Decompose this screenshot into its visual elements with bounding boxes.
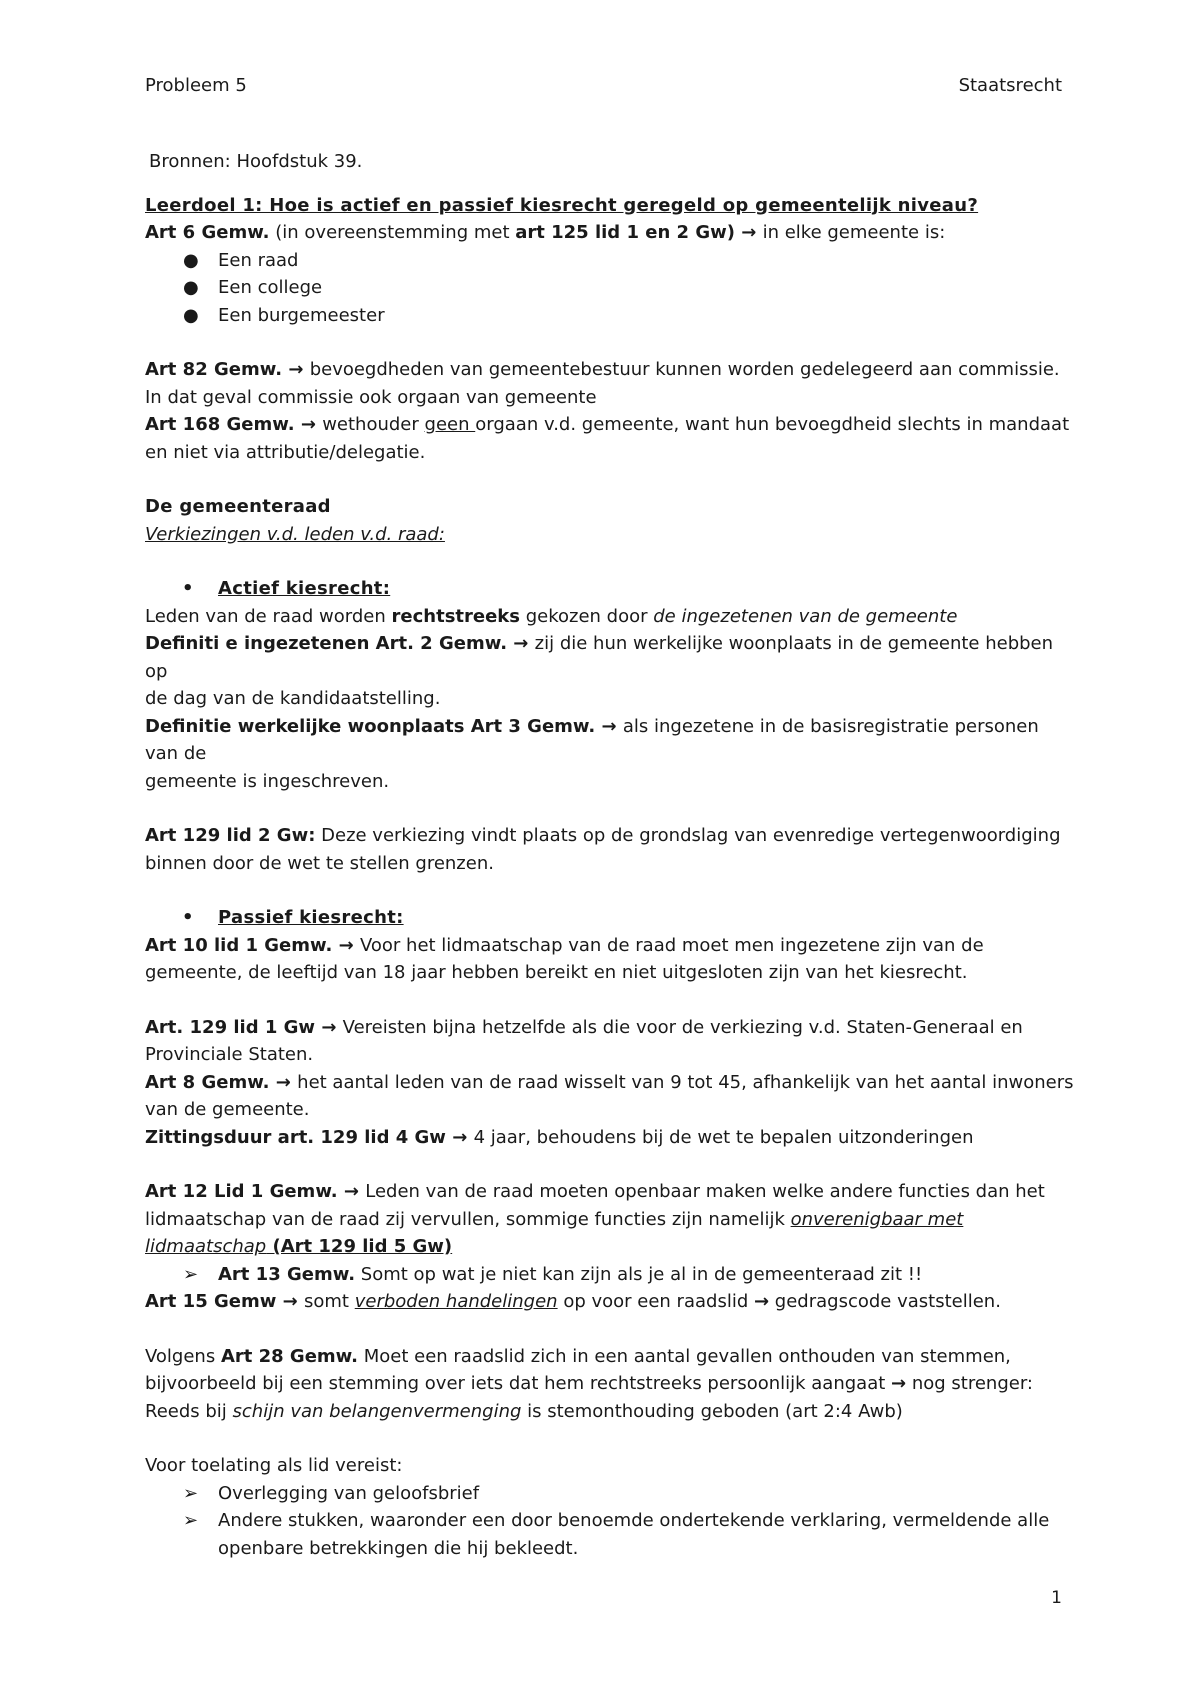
art6-line: Art 6 Gemw. (in overeenstemming met art 125 lid 1 en 2 Gw) → in elke gemeente is: — [145, 222, 946, 243]
sources-line: Bronnen: Hoofdstuk 39. — [149, 151, 363, 172]
list-item: ● Een college — [145, 274, 1075, 302]
bullet-icon: • — [182, 907, 194, 928]
arrowhead-bullet-icon: ➢ — [183, 1263, 199, 1285]
list-item: ➢ Andere stukken, waaronder een door benoemde ondertekende verklaring, vermeldende alle openbare betrekkingen die hij bekleedt. — [145, 1507, 1075, 1562]
learning-goal-heading: Leerdoel 1: Hoe is actief en passief kiesrecht geregeld op gemeentelijk niveau? — [145, 194, 979, 216]
def-woonplaats-line: Definitie werkelijke woonplaats Art 3 Gemw. → als ingezetene in de basisregistratie personen van de — [145, 715, 1039, 764]
toelating-list — [145, 1480, 1075, 1563]
art12-continued-2: lidmaatschap (Art 129 lid 5 Gw) — [145, 1236, 453, 1257]
art8-line: Art 8 Gemw. → het aantal leden van de raad wisselt van 9 tot 45, afhankelijk van het aantal inwoners — [145, 1071, 1074, 1093]
art129-2-continued: binnen door de wet te stellen grenzen. — [145, 852, 494, 874]
header-left: Probleem 5 — [145, 75, 247, 96]
arrowhead-bullet-icon: ➢ — [183, 1510, 199, 1531]
art129-2-line: Art 129 lid 2 Gw: Deze verkiezing vindt plaats op de grondslag van evenredige vertegenwoordiging — [145, 825, 1061, 846]
section-heading-gemeenteraad: De gemeenteraad — [145, 496, 331, 517]
art10-line: Art 10 lid 1 Gemw. → Voor het lidmaatschap van de raad moet men ingezetene zijn van de — [145, 934, 984, 956]
section-passief: • Passief kiesrecht: — [145, 904, 1075, 932]
zittingsduur-line: Zittingsduur art. 129 lid 4 Gw → 4 jaar, behoudens bij de wet te bepalen uitzonderingen — [145, 1126, 974, 1148]
list-item: ● Een burgemeester — [145, 302, 1075, 330]
art10-continued: gemeente, de leeftijd van 18 jaar hebben bereikt en niet uitgesloten zijn van het kiesrecht. — [145, 962, 968, 983]
arrowhead-bullet-icon: ➢ — [183, 1482, 199, 1504]
def-ingezetenen-line: Definiti e ingezetenen Art. 2 Gemw. → zij die hun werkelijke woonplaats in de gemeente hebben op — [145, 633, 1054, 682]
leden-line: Leden van de raad worden rechtstreeks gekozen door de ingezetenen van de gemeente — [145, 605, 958, 627]
section-actief: • Actief kiesrecht: — [145, 575, 1075, 603]
art13-list — [145, 1261, 1075, 1289]
art8-continued: van de gemeente. — [145, 1099, 310, 1120]
subheading-verkiezingen: Verkiezingen v.d. leden v.d. raad: — [145, 523, 445, 545]
art168-line: Art 168 Gemw. → wethouder geen orgaan v.d. gemeente, want hun bevoegdheid slechts in mandaat — [145, 414, 1070, 435]
art15-line: Art 15 Gemw → somt verboden handelingen op voor een raadslid → gedragscode vaststellen. — [145, 1291, 1001, 1312]
bullet-icon: ● — [183, 277, 199, 298]
header-right: Staatsrecht — [958, 75, 1062, 96]
art6-list — [145, 247, 1075, 330]
bullet-icon: ● — [183, 304, 199, 326]
list-item: ● Een raad — [145, 247, 1075, 275]
toelating-line: Voor toelating als lid vereist: — [145, 1455, 403, 1476]
art12-continued: lidmaatschap van de raad zij vervullen, sommige functies zijn namelijk onverenigbaar met — [145, 1208, 964, 1230]
art129-1-continued: Provinciale Staten. — [145, 1044, 314, 1065]
art129-1-line: Art. 129 lid 1 Gw → Vereisten bijna hetzelfde als die voor de verkiezing v.d. Staten-Generaal en — [145, 1016, 1023, 1038]
art28-line: Volgens Art 28 Gemw. Moet een raadslid zich in een aantal gevallen onthouden van stemmen, — [145, 1345, 1011, 1367]
art82-line: Art 82 Gemw. → bevoegdheden van gemeentebestuur kunnen worden gedelegeerd aan commissie. — [145, 359, 1060, 380]
def-woonplaats-continued: gemeente is ingeschreven. — [145, 770, 390, 792]
bullet-icon: ● — [183, 249, 199, 271]
list-item: ➢ Overlegging van geloofsbrief — [145, 1480, 1075, 1508]
list-item: ➢ Art 13 Gemw. Somt op wat je niet kan zijn als je al in de gemeenteraad zit !! — [145, 1261, 1075, 1289]
bullet-icon: • — [182, 578, 194, 599]
art82-continued: In dat geval commissie ook orgaan van gemeente — [145, 386, 597, 408]
art168-continued: en niet via attributie/delegatie. — [145, 441, 426, 463]
art12-line: Art 12 Lid 1 Gemw. → Leden van de raad moeten openbaar maken welke andere functies dan het — [145, 1181, 1045, 1202]
def-ingezetenen-continued: de dag van de kandidaatstelling. — [145, 688, 441, 709]
page-number: 1 — [1051, 1588, 1062, 1608]
art28-continued-2: Reeds bij schijn van belangenvermenging is stemonthouding geboden (art 2:4 Awb) — [145, 1400, 903, 1422]
art28-continued: bijvoorbeeld bij een stemming over iets dat hem rechtstreeks persoonlijk aangaat → nog strenger: — [145, 1373, 1033, 1394]
document-body — [145, 148, 1075, 1562]
